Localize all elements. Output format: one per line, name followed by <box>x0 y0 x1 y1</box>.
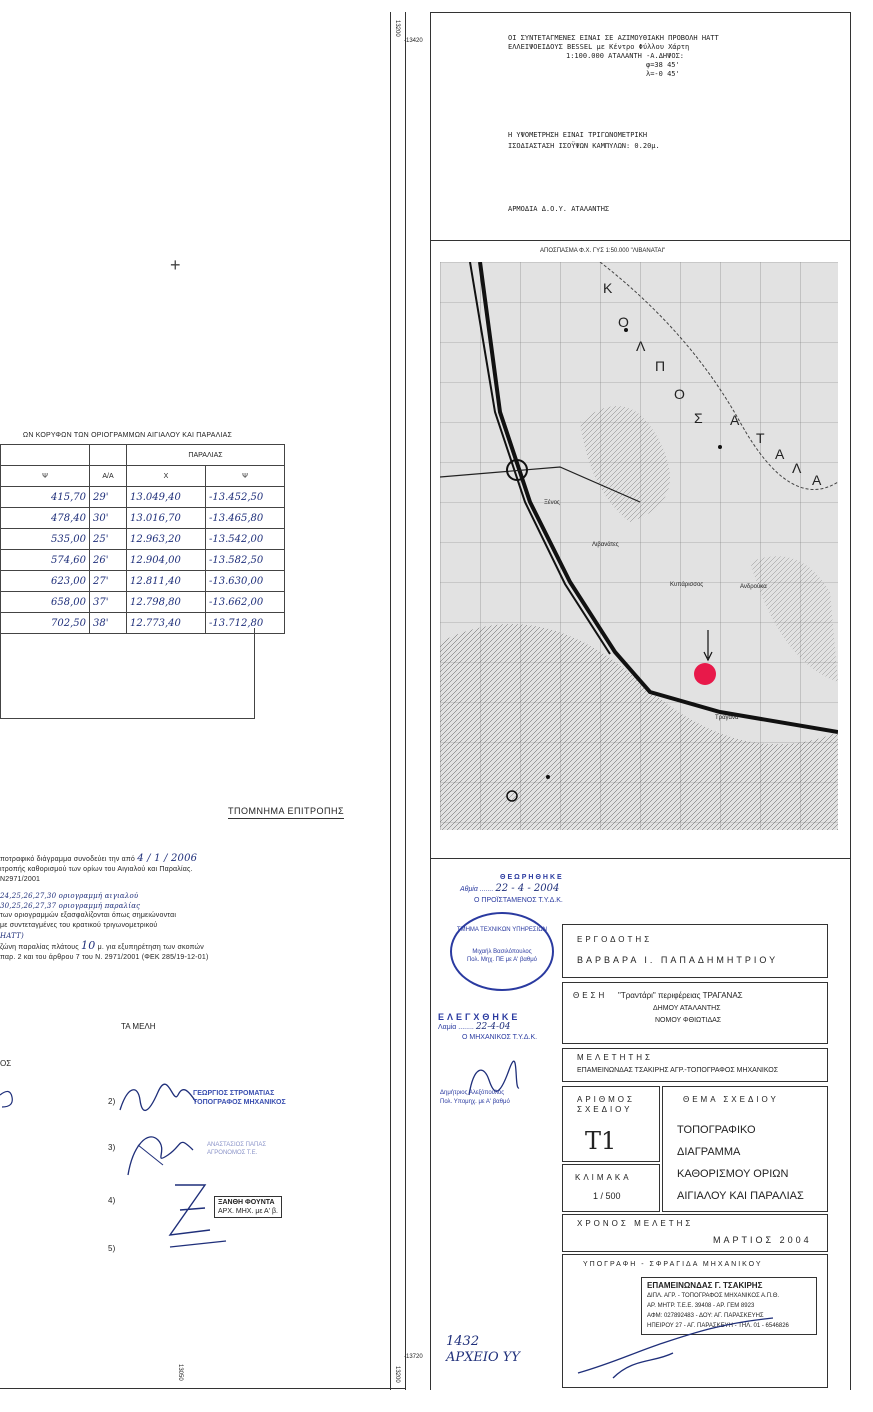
designer-box <box>562 1048 828 1082</box>
designer-label: ΜΕΛΕΤΗΤΗΣ <box>577 1053 653 1062</box>
coord-table-group-header: ΠΑΡΑΛΙΑΣ <box>127 445 285 466</box>
table-row <box>1 550 285 571</box>
map-letter-a2: Α <box>775 446 785 462</box>
committee-line11: παρ. 2 και του άρθρου 7 του Ν. 2971/2001 (ΦΕΚ 285/19-12-01) <box>0 954 209 961</box>
coord-cell-psi2: -13.662,00 <box>206 592 285 613</box>
coord-cell-psi2: -13.465,80 <box>206 508 285 529</box>
subject-line1: ΤΟΠΟΓΡΑΦΙΚΟ <box>677 1124 756 1136</box>
location-label: ΘΕΣΗ <box>573 991 608 1000</box>
left-sheet-border-outer <box>405 12 406 1390</box>
committee-line3: N2971/2001 <box>0 876 41 883</box>
stamp-member-3-line1: ΑΝΑΣΤΑΣΙΟΣ ΠΑΠΑΣ <box>207 1142 267 1148</box>
coord-cell-aa: 30' <box>90 508 127 529</box>
checked-by: Ο ΜΗΧΑΝΙΚΟΣ Τ.Υ.Δ.Κ. <box>462 1034 538 1041</box>
stamp-member-2-line1: ΓΕΩΡΓΙΟΣ ΣΤΡΟΜΑΤΙΑΣ <box>193 1090 275 1097</box>
left-sheet-border <box>390 12 391 1390</box>
coord-col-aa: Α/Α <box>90 466 127 487</box>
drawing-no: T1 <box>585 1127 617 1155</box>
left-fragment: ΟΣ <box>0 1059 12 1068</box>
coord-col-x: Χ <box>127 466 206 487</box>
members-title: ΤΑ ΜΕΛΗ <box>121 1022 156 1031</box>
map-letter-p: Π <box>655 358 666 374</box>
map-place-1: Λιβανάτες <box>592 542 619 548</box>
stamp-member-4-line1: ΞΑΝΘΗ ΦΟΥΝΤΑ <box>218 1199 275 1206</box>
signature-member-4 <box>160 1180 220 1240</box>
round-stamp-text: ΤΜΗΜΑ ΤΕΧΝΙΚΩΝ ΥΠΗΡΕΣΙΩΝ <box>456 927 548 933</box>
grid-cross-mark: + <box>170 255 181 275</box>
subject-line3: ΚΑΘΟΡΙΣΜΟΥ ΟΡΙΩΝ <box>677 1168 789 1180</box>
stamp-member-3-line2: ΑΓΡΟΝΟΜΟΣ Τ.Ε. <box>207 1150 258 1156</box>
coord-cell-psi2: -13.712,80 <box>206 613 285 634</box>
stamp-member-4 <box>214 1196 282 1218</box>
coord-cell-psi2: -13.452,50 <box>206 487 285 508</box>
employer-box <box>562 924 828 978</box>
grid-label-top: 13200 <box>394 20 400 37</box>
right-sheet-border-right <box>850 12 851 1390</box>
engineer-stamp-line1: ΔΙΠΛ. ΑΓΡ. - ΤΟΠΟΓΡΑΦΟΣ ΜΗΧΑΝΙΚΟΣ Α.Π.Θ. <box>647 1293 780 1299</box>
drawing-no-box <box>562 1086 660 1162</box>
scale-box <box>562 1164 660 1212</box>
coord-cell-psi1: 415,70 <box>1 487 90 508</box>
round-stamp-text-2: Μιχαήλ Βασιλόπουλος <box>472 949 532 955</box>
projection-line3: 1:100.000 ΑΤΑΛΑΝΤΗ -Α.ΔΗΨΟΣ: <box>566 52 685 60</box>
employer-label: ΕΡΓΟΔΟΤΗΣ <box>577 935 653 944</box>
map-letter-a3: Α <box>812 472 822 488</box>
stamp-member-4-line2: ΑΡΧ. ΜΗΧ. με Α' β. <box>218 1208 278 1215</box>
signature-member-3 <box>118 1125 198 1180</box>
right-sheet-top <box>430 12 851 13</box>
sign-label: ΥΠΟΓΡΑΦΗ - ΣΦΡΑΓΙΔΑ ΜΗΧΑΝΙΚΟΥ <box>583 1261 763 1268</box>
coord-cell-x: 12.904,00 <box>127 550 206 571</box>
seen-date: 22 - 4 - 2004 <box>495 883 560 894</box>
map-place-5: Ξένος <box>544 500 560 506</box>
date-value: ΜΑΡΤΙΟΣ 2004 <box>713 1235 812 1245</box>
stamp-member-2-line2: ΤΟΠΟΓΡΑΦΟΣ ΜΗΧΑΝΙΚΟΣ <box>193 1099 286 1106</box>
map-letter-l2: Λ <box>792 460 802 476</box>
map-caption: ΑΠΟΣΠΑΣΜΑ Φ.Χ. ΓΥΣ 1:50.000 "ΛΙΒΑΝΑΤΑΙ" <box>540 248 666 254</box>
checker-name: Δημήτριος Αλεξόπουλος <box>440 1090 505 1096</box>
engineer-stamp-line3: ΑΦΜ: 027892483 - ΔΟΥ: ΑΓ. ΠΑΡΑΣΚΕΥΗΣ <box>647 1313 764 1319</box>
coord-cell-x: 12.798,80 <box>127 592 206 613</box>
scale-label: ΚΛΙΜΑΚΑ <box>575 1173 632 1182</box>
committee-line4: 24,25,26,27,30 οριογραμμή αιγιαλού <box>0 892 139 900</box>
stamp-member-2 <box>193 1089 286 1107</box>
coordinates-table <box>0 444 285 634</box>
member-number-3: 3) <box>108 1143 116 1152</box>
right-sheet-divider-1 <box>430 240 851 241</box>
committee-line10: μ. για εξυπηρέτηση των σκοπών <box>97 944 204 951</box>
date-box <box>562 1214 828 1252</box>
subject-box <box>662 1086 828 1212</box>
table-row <box>1 508 285 529</box>
committee-width: 10 <box>81 939 96 952</box>
signature-left <box>0 1085 20 1110</box>
committee-line9: ζώνη παραλίας πλάτους <box>0 944 79 951</box>
committee-notes <box>0 854 390 963</box>
archive-note <box>446 1334 520 1366</box>
map-place-3: Τραγάνα <box>715 715 739 721</box>
coord-col-psi2: Ψ <box>206 466 285 487</box>
table-row <box>1 529 285 550</box>
committee-line7: με συντεταγμένες του κρατικού τριγωνομετρικού <box>0 922 158 929</box>
coord-cell-psi1: 574,60 <box>1 550 90 571</box>
coord-col-psi1: Ψ <box>1 466 90 487</box>
coord-cell-aa: 25' <box>90 529 127 550</box>
map-letter-s: Σ <box>694 410 703 426</box>
signature-member-2 <box>118 1080 198 1120</box>
grid-label-top-right: -13420 <box>404 38 423 44</box>
engineer-stamp-line2: ΑΡ. ΜΗΤΡ. Τ.Ε.Ε. 39408 - ΑΡ. ΓΕΜ 8923 <box>647 1303 755 1309</box>
designer-name: ΕΠΑΜΕΙΝΩΝΔΑΣ ΤΣΑΚΙΡΗΣ ΑΓΡ.-ΤΟΠΟΓΡΑΦΟΣ ΜΗΧΑΝΙΚΟΣ <box>577 1067 779 1074</box>
levelling-line1: Η ΥΨΟΜΕΤΡΗΣΗ ΕΙΝΑΙ ΤΡΙΓΩΝΟΜΕΤΡΙΚΗ <box>508 131 648 139</box>
map-letter-a1: Α <box>730 412 740 428</box>
location-line1: "Τραντάρι" περιφέρειας ΤΡΑΓΑΝΑΣ <box>618 991 743 1000</box>
archive-note-line1: 1432 <box>446 1334 480 1349</box>
tax-office: ΑΡΜΟΔΙΑ Δ.Ο.Υ. ΑΤΑΛΑΝΤΗΣ <box>508 205 610 213</box>
committee-line2: ιτροπής καθορισμού των ορίων του Αιγιαλού και Παραλίας. <box>0 866 193 873</box>
engineer-stamp-line4: ΗΠΕΙΡΟΥ 27 - ΑΓ. ΠΑΡΑΣΚΕΥΗ - ΤΗΛ. 01 - 6546826 <box>647 1323 789 1329</box>
seen-stamp: ΘΕΩΡΗΘΗΚΕ Αθμία ....... 22 - 4 - 2004 Ο ΠΡΟΪΣΤΑΜΕΝΟΣ Τ.Υ.Δ.Κ. <box>460 874 564 904</box>
coord-cell-aa: 37' <box>90 592 127 613</box>
engineer-stamp-name: ΕΠΑΜΕΙΝΩΝΔΑΣ Γ. ΤΣΑΚΙΡΗΣ <box>647 1281 763 1290</box>
archive-note-line2: ΑΡΧΕΙΟ ΥΥ <box>446 1350 520 1365</box>
seen-by: Ο ΠΡΟΪΣΤΑΜΕΝΟΣ Τ.Υ.Δ.Κ. <box>474 897 563 904</box>
checked-title: ΕΛΕΓΧΘΗΚΕ <box>438 1012 521 1022</box>
drawing-no-label: ΑΡΙΘΜΟΣ ΣΧΕΔΙΟΥ <box>577 1095 635 1114</box>
committee-date: 4 / 1 / 2006 <box>137 853 198 864</box>
subject-label: ΘΕΜΑ ΣΧΕΔΙΟΥ <box>683 1095 779 1104</box>
checked-date: 22-4-04 <box>475 1022 511 1032</box>
levelling-notes <box>508 130 660 152</box>
sign-box <box>562 1254 828 1388</box>
signature-member-5 <box>168 1238 228 1250</box>
stamp-member-3 <box>207 1141 266 1157</box>
coord-cell-psi1: 623,00 <box>1 571 90 592</box>
coord-cell-psi2: -13.582,50 <box>206 550 285 571</box>
subject-line4: ΑΙΓΙΑΛΟΥ ΚΑΙ ΠΑΡΑΛΙΑΣ <box>677 1190 804 1202</box>
round-stamp <box>450 912 554 991</box>
map-place-4: Ανδρούκα <box>740 584 767 590</box>
coord-table-title: ΩΝ ΚΟΡΥΦΩΝ ΤΩΝ ΟΡΙΟΓΡΑΜΜΩΝ ΑΙΓΙΑΛΟΥ ΚΑΙ ΠΑΡΑΛΙΑΣ <box>22 432 233 439</box>
map-letter-t: Τ <box>756 430 765 446</box>
round-stamp-text-3: Πολ. Μηχ. ΠΕ με Α' βαθμό <box>466 957 538 963</box>
committee-line8: HATT) <box>0 932 24 940</box>
coord-cell-psi1: 478,40 <box>1 508 90 529</box>
projection-line5: λ=-0 45' <box>646 70 680 78</box>
scale-value: 1 / 500 <box>593 1191 621 1201</box>
location-line2: ΔΗΜΟΥ ΑΤΑΛΑΝΤΗΣ <box>653 1005 721 1012</box>
coord-cell-psi2: -13.630,00 <box>206 571 285 592</box>
committee-line6: των οριογραμμών εξασφαλίζονται όπως σημειώνονται <box>0 912 177 919</box>
coord-cell-x: 12.773,40 <box>127 613 206 634</box>
table-row <box>1 487 285 508</box>
location-line3: ΝΟΜΟΥ ΦΘΙΩΤΙΔΑΣ <box>655 1017 722 1024</box>
coord-cell-x: 12.963,20 <box>127 529 206 550</box>
coord-cell-x: 12.811,40 <box>127 571 206 592</box>
grid-label-bottom-b: 13200 <box>394 1366 400 1383</box>
committee-line1: ποτραφικό διάγραμμα συνοδεύει την από <box>0 856 136 863</box>
committee-title: ΤΠΟΜΝΗΜΑ ΕΠΙΤΡΟΠΗΣ <box>228 806 344 819</box>
left-sheet-bottom <box>0 1388 406 1389</box>
coord-cell-psi1: 535,00 <box>1 529 90 550</box>
projection-notes <box>508 34 719 79</box>
engineer-signature <box>573 1303 803 1383</box>
coord-cell-aa: 38' <box>90 613 127 634</box>
coord-cell-psi1: 702,50 <box>1 613 90 634</box>
right-sheet-border-left <box>430 12 431 1390</box>
location-map <box>440 262 838 830</box>
map-letter-l: Λ <box>636 338 646 354</box>
projection-line2: ΕΛΛΕΙΨΟΕΙΔΟΥΣ BESSEL με Κέντρο Φύλλου Χάρτη <box>508 43 690 51</box>
coord-cell-psi2: -13.542,00 <box>206 529 285 550</box>
grid-label-bottom-right: -13720 <box>404 1354 423 1360</box>
subject-line2: ΔΙΑΓΡΑΜΜΑ <box>677 1146 741 1158</box>
coord-cell-aa: 27' <box>90 571 127 592</box>
coord-cell-x: 13.049,40 <box>127 487 206 508</box>
member-number-4: 4) <box>108 1196 116 1205</box>
table-row <box>1 571 285 592</box>
member-number-5: 5) <box>108 1244 116 1253</box>
employer-name: ΒΑΡΒΑΡΑ Ι. ΠΑΠΑΔΗΜΗΤΡΙΟΥ <box>577 955 779 965</box>
location-box <box>562 982 828 1044</box>
map-letter-k: Κ <box>603 280 613 296</box>
table-row <box>1 592 285 613</box>
grid-label-bottom-a: 13050 <box>177 1364 183 1381</box>
checked-stamp: ΕΛΕΓΧΘΗΚΕ Λαμία ........ 22-4-04 Ο ΜΗΧΑΝΙΚΟΣ Τ.Υ.Δ.Κ. <box>438 1012 538 1041</box>
projection-line1: ΟΙ ΣΥΝΤΕΤΑΓΜΕΝΕΣ ΕΙΝΑΙ ΣΕ ΑΖΙΜΟΥΘΙΑΚΗ ΠΡΟΒΟΛΗ HATT <box>508 34 719 42</box>
committee-line5: 30,25,26,27,37 οριογραμμή παραλίας <box>0 902 141 910</box>
projection-line4: φ=38 45' <box>646 61 680 69</box>
seen-stamp-title: ΘΕΩΡΗΘΗΚΕ <box>500 874 564 881</box>
member-number-2: 2) <box>108 1097 116 1106</box>
date-label: ΧΡΟΝΟΣ ΜΕΛΕΤΗΣ <box>577 1219 694 1228</box>
map-place-2: Κυπάρισσος <box>670 582 704 588</box>
map-letter-o2: Ο <box>674 386 685 402</box>
map-letter-o1: Ο <box>618 314 629 330</box>
coord-cell-x: 13.016,70 <box>127 508 206 529</box>
site-location-marker <box>694 663 716 685</box>
checker-info <box>440 1089 510 1107</box>
right-sheet-divider-2 <box>430 858 851 859</box>
checker-role: Πολ. Υπομηχ. με Α' βαθμό <box>440 1099 510 1105</box>
coord-cell-aa: 29' <box>90 487 127 508</box>
coord-table-blank-area <box>0 628 255 719</box>
coord-cell-aa: 26' <box>90 550 127 571</box>
coord-cell-psi1: 658,00 <box>1 592 90 613</box>
levelling-line2: ΙΣΟΔΙΑΣΤΑΣΗ ΙΣΟΫΨΩΝ ΚΑΜΠΥΛΩΝ: 0.20μ. <box>508 142 660 150</box>
